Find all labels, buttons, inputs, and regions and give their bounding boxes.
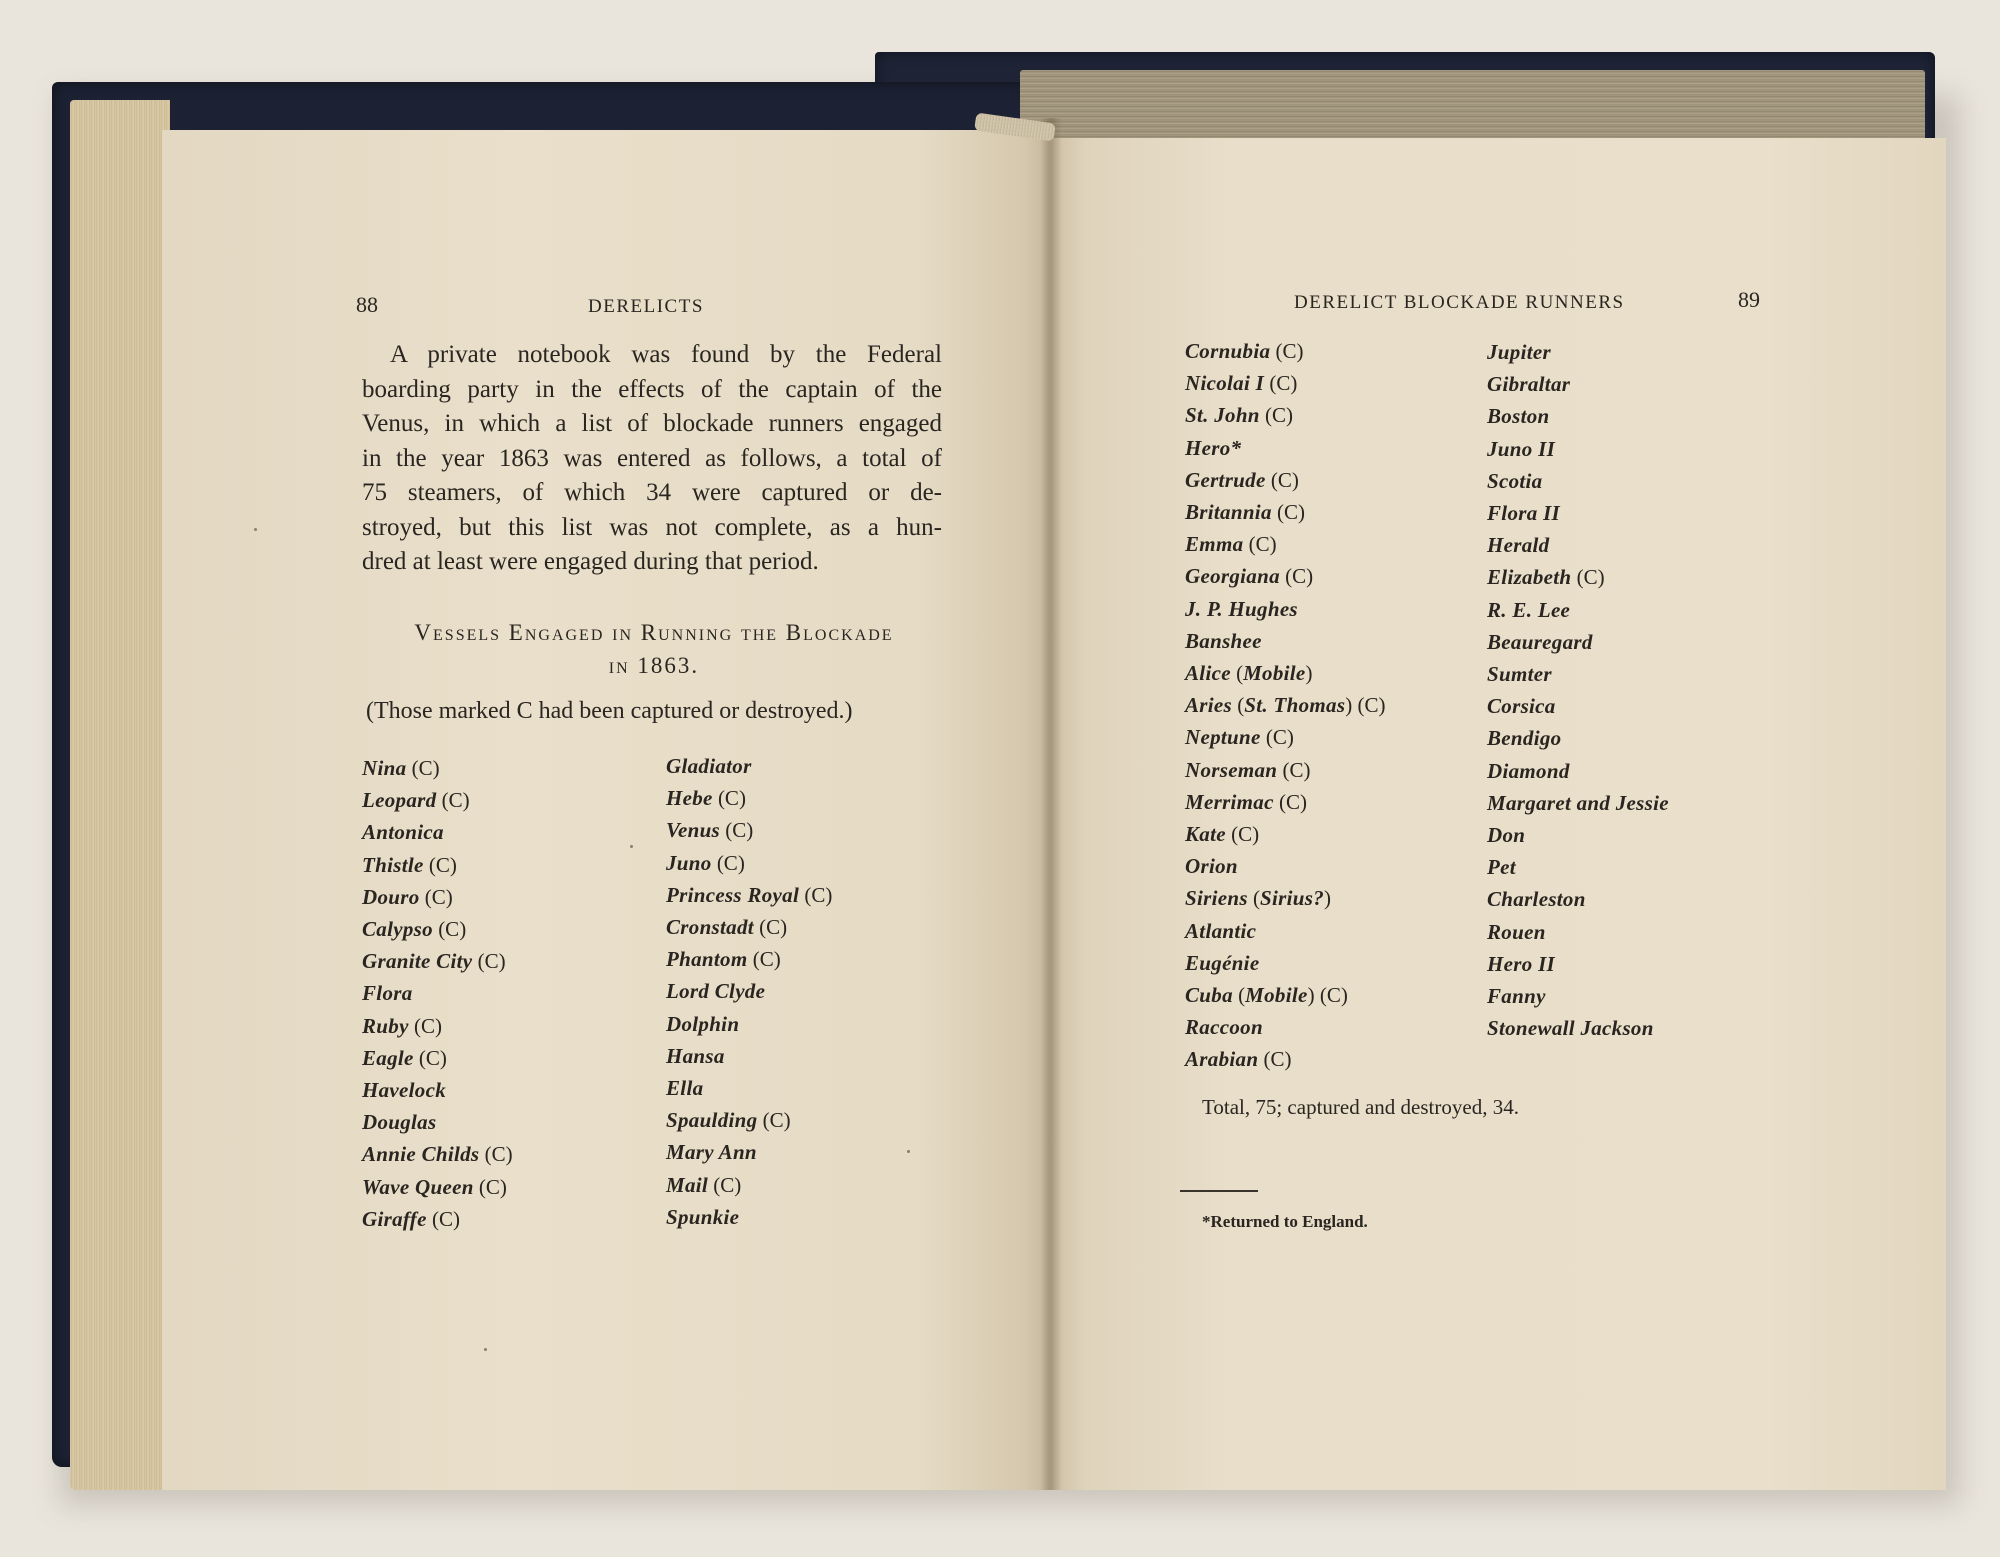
list-item: Flora: [362, 981, 413, 1006]
list-item: Emma (C): [1185, 532, 1277, 557]
intro-paragraph: [362, 338, 942, 580]
list-item: R. E. Lee: [1487, 597, 1571, 622]
list-item: Herald: [1487, 533, 1550, 558]
list-item: Granite City (C): [362, 949, 506, 974]
list-item: Leopard (C): [362, 788, 470, 813]
list-item: Douglas: [362, 1110, 437, 1135]
list-item: Cronstadt (C): [666, 915, 788, 940]
list-item: St. John (C): [1185, 403, 1294, 428]
list-item: Corsica: [1487, 694, 1556, 719]
list-item: Arabian (C): [1185, 1047, 1292, 1072]
list-item: Neptune (C): [1185, 725, 1294, 750]
right-page-number: 89: [1738, 287, 1760, 312]
list-item: Cuba (Mobile) (C): [1185, 983, 1348, 1008]
list-item: Hansa: [666, 1043, 725, 1068]
list-item: Giraffe (C): [362, 1206, 460, 1231]
list-item: Juno (C): [666, 850, 745, 875]
list-item: Ruby (C): [362, 1013, 442, 1038]
list-item: Mail (C): [666, 1172, 742, 1197]
right-list-column-1: [1185, 335, 1386, 1076]
left-list-column-1: [362, 752, 513, 1235]
list-item: Hero II: [1487, 951, 1556, 976]
left-page-number: 88: [356, 292, 378, 317]
list-item: Beauregard: [1487, 629, 1593, 654]
list-item: Georgiana (C): [1185, 564, 1314, 589]
list-item: Wave Queen (C): [362, 1174, 507, 1199]
page-edges-left: [70, 100, 170, 1490]
list-item: Gladiator: [666, 754, 752, 778]
list-item: Hebe (C): [666, 786, 746, 811]
paragraph-line: boarding party in the effects of the captain of the: [362, 375, 942, 403]
list-item: Raccoon: [1185, 1015, 1263, 1040]
list-heading-line1: Vessels Engaged in Running the Blockade: [414, 620, 894, 645]
paper-speck: [907, 1150, 910, 1153]
list-item: Stonewall Jackson: [1487, 1016, 1654, 1041]
list-item: Sumter: [1487, 662, 1552, 687]
paragraph-line: 75 steamers, of which 34 were captured or de-: [362, 479, 942, 506]
list-item: Bendigo: [1487, 726, 1562, 751]
paper-speck: [630, 845, 633, 848]
paragraph-line: stroyed, but this list was not complete, as a hun-: [362, 513, 942, 541]
footnote: *Returned to England.: [1202, 1212, 1368, 1231]
list-item: Jupiter: [1487, 340, 1551, 364]
list-item: Phantom (C): [666, 947, 781, 972]
list-item: Antonica: [362, 820, 444, 845]
list-item: Juno II: [1487, 436, 1556, 461]
list-item: Eugénie: [1185, 950, 1260, 975]
list-item: Havelock: [362, 1078, 447, 1103]
book-gutter: [1040, 118, 1062, 1490]
list-item: Boston: [1487, 404, 1550, 429]
list-item: Siriens (Sirius?): [1185, 886, 1332, 911]
list-item: Banshee: [1185, 628, 1262, 653]
page-edges-top: [1020, 70, 1925, 138]
list-item: Eagle (C): [362, 1045, 447, 1070]
list-item: Charleston: [1487, 887, 1586, 912]
list-item: Pet: [1487, 855, 1516, 880]
list-item: Nicolai I (C): [1185, 371, 1298, 396]
list-item: Aries (St. Thomas) (C): [1185, 693, 1386, 718]
list-item: Scotia: [1487, 468, 1543, 493]
list-item: Cornubia (C): [1185, 339, 1304, 363]
list-item: Don: [1487, 823, 1526, 848]
paper-speck: [254, 528, 257, 531]
paragraph-line: in the year 1863 was entered as follows, a total of: [362, 444, 942, 472]
paper-speck: [484, 1348, 487, 1351]
list-item: Orion: [1185, 854, 1238, 879]
list-note: (Those marked C had been captured or destroyed.): [366, 698, 853, 724]
list-item: Calypso (C): [362, 917, 467, 942]
total-line: Total, 75; captured and destroyed, 34.: [1202, 1095, 1519, 1119]
list-item: Thistle (C): [362, 852, 457, 877]
list-item: Spunkie: [666, 1204, 740, 1229]
list-item: Hero*: [1185, 435, 1242, 460]
list-item: Princess Royal (C): [666, 882, 833, 907]
footnote-rule: [1180, 1190, 1258, 1192]
list-item: Alice (Mobile): [1185, 661, 1313, 686]
list-item: Lord Clyde: [666, 979, 766, 1004]
list-item: Merrimac (C): [1185, 789, 1307, 814]
list-item: Nina (C): [362, 756, 440, 780]
list-item: Ella: [666, 1076, 704, 1101]
left-page: [162, 130, 1050, 1490]
list-item: Gibraltar: [1487, 372, 1571, 397]
list-item: Dolphin: [666, 1011, 740, 1036]
list-item: Elizabeth (C): [1487, 565, 1605, 590]
list-item: Rouen: [1487, 919, 1546, 944]
paragraph-line: A private notebook was found by the Federal: [390, 341, 942, 368]
list-item: Gertrude (C): [1185, 467, 1299, 492]
right-running-head: DERELICT BLOCKADE RUNNERS: [1294, 292, 1625, 313]
list-item: Mary Ann: [666, 1140, 757, 1165]
left-running-head: DERELICTS: [588, 296, 704, 317]
list-item: Venus (C): [666, 818, 754, 843]
list-item: Margaret and Jessie: [1487, 790, 1669, 815]
list-item: Douro (C): [362, 884, 453, 909]
list-item: Diamond: [1487, 758, 1570, 783]
list-item: Spaulding (C): [666, 1108, 791, 1133]
paragraph-line: Venus, in which a list of blockade runners engaged: [362, 410, 942, 437]
list-item: Norseman (C): [1185, 757, 1311, 782]
list-item: Fanny: [1487, 984, 1546, 1009]
right-list-column-2: [1487, 336, 1669, 1044]
list-item: Kate (C): [1185, 822, 1260, 847]
list-heading-line2: in 1863.: [608, 653, 700, 678]
list-item: J. P. Hughes: [1185, 596, 1298, 621]
list-item: Atlantic: [1185, 918, 1257, 943]
paragraph-line: dred at least were engaged during that period.: [362, 548, 819, 575]
list-item: Annie Childs (C): [362, 1142, 513, 1167]
list-item: Flora II: [1487, 501, 1561, 526]
left-list-column-2: [666, 750, 832, 1233]
list-item: Britannia (C): [1185, 500, 1305, 525]
